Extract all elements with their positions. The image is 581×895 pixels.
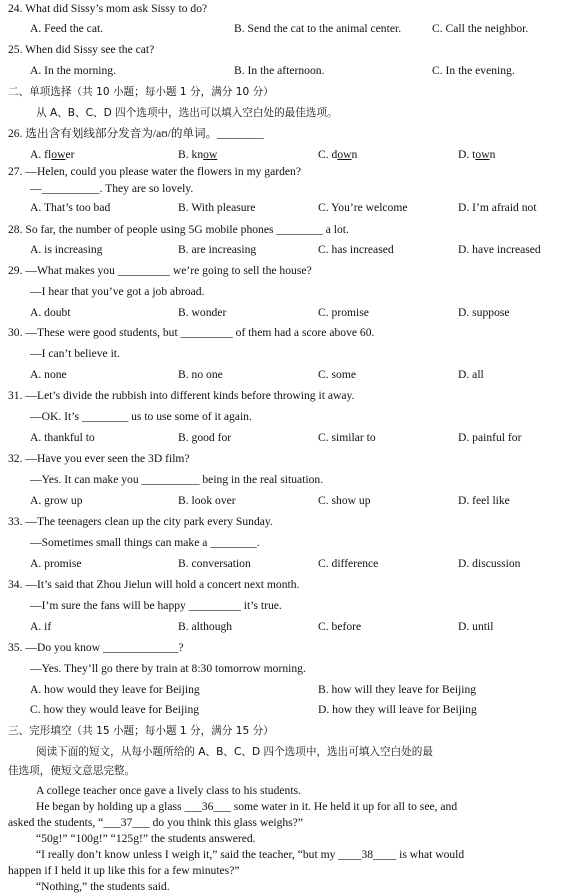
section-3-instruction-line-2: 佳选项，使短文意思完整。 <box>8 765 136 777</box>
question-35-reply: —Yes. They’ll go there by train at 8:30 tomorrow morning. <box>30 662 306 675</box>
question-33-reply: —Sometimes small things can make a ________. <box>30 536 260 549</box>
question-26-option-c: C. down <box>318 148 358 161</box>
question-30-reply: —I can’t believe it. <box>30 347 120 360</box>
question-30-option-b: B. no one <box>178 368 223 381</box>
question-32-option-c: C. show up <box>318 494 371 507</box>
question-26-stem: 26. 选出含有划线部分发音为/aʊ/的单词。________ <box>8 127 264 140</box>
question-28-option-a: A. is increasing <box>30 243 103 256</box>
question-26-option-a: A. flower <box>30 148 75 161</box>
question-26-option-d: D. town <box>458 148 496 161</box>
blank-36: ___36___ <box>184 800 231 813</box>
question-35-option-a: A. how would they leave for Beijing <box>30 683 200 696</box>
passage-line-1: A college teacher once gave a lively class to his students. <box>36 784 301 797</box>
question-30-stem: 30. —These were good students, but _________ of them had a score above 60. <box>8 326 375 339</box>
passage-line-3: asked the students, “___37___ do you think this glass weighs?” <box>8 816 303 829</box>
question-31-option-b: B. good for <box>178 431 232 444</box>
question-33-stem: 33. —The teenagers clean up the city park every Sunday. <box>8 515 273 528</box>
question-30-option-c: C. some <box>318 368 357 381</box>
question-24-option-a: A. Feed the cat. <box>30 22 104 35</box>
question-29-option-c: C. promise <box>318 306 369 319</box>
question-32-option-b: B. look over <box>178 494 236 507</box>
blank-37: ___37___ <box>103 816 150 829</box>
question-28-option-d: D. have increased <box>458 243 541 256</box>
question-30-option-d: D. all <box>458 368 484 381</box>
question-33-option-b: B. conversation <box>178 557 251 570</box>
question-35-stem: 35. —Do you know _____________? <box>8 641 184 654</box>
passage-line-6: happen if I held it up like this for a few minutes?” <box>8 864 240 877</box>
section-2-title: 二、单项选择（共 10 小题；每小题 1 分，满分 10 分） <box>8 86 274 98</box>
question-26-option-b: B. know <box>178 148 218 161</box>
passage-line-2: He began by holding up a glass ___36___ some water in it. He held it up for all to see, and <box>36 800 458 813</box>
question-33-option-d: D. discussion <box>458 557 521 570</box>
question-24-stem: 24. What did Sissy’s mom ask Sissy to do? <box>8 2 208 15</box>
question-32-option-d: D. feel like <box>458 494 510 507</box>
question-32-stem: 32. —Have you ever seen the 3D film? <box>8 452 190 465</box>
question-31-stem: 31. —Let’s divide the rubbish into different kinds before throwing it away. <box>8 389 355 402</box>
question-29-option-d: D. suppose <box>458 306 510 319</box>
question-33-option-c: C. difference <box>318 557 379 570</box>
question-32-reply: —Yes. It can make you __________ being in the real situation. <box>30 473 324 486</box>
question-27-option-d: D. I’m afraid not <box>458 201 537 214</box>
section-2-instruction: 从 A、B、C、D 四个选项中，选出可以填入空白处的最佳选项。 <box>36 107 338 119</box>
question-35-option-d: D. how they will leave for Beijing <box>318 703 477 716</box>
question-27-reply: —__________. They are so lovely. <box>30 182 194 195</box>
question-35-option-b: B. how will they leave for Beijing <box>318 683 477 696</box>
question-24-option-b: B. Send the cat to the animal center. <box>234 22 402 35</box>
question-27-option-c: C. You’re welcome <box>318 201 408 214</box>
question-29-option-b: B. wonder <box>178 306 227 319</box>
question-28-option-c: C. has increased <box>318 243 394 256</box>
question-35-option-c: C. how they would leave for Beijing <box>30 703 200 716</box>
question-34-stem: 34. —It’s said that Zhou Jielun will hold a concert next month. <box>8 578 300 591</box>
question-32-option-a: A. grow up <box>30 494 83 507</box>
question-29-option-a: A. doubt <box>30 306 71 319</box>
question-34-option-d: D. until <box>458 620 494 633</box>
question-25-option-a: A. In the morning. <box>30 64 116 77</box>
passage-line-4: “50g!” “100g!” “125g!” the students answered. <box>36 832 256 845</box>
question-28-stem: 28. So far, the number of people using 5G mobile phones ________ a lot. <box>8 223 349 236</box>
section-3-title: 三、完形填空（共 15 小题；每小题 1 分，满分 15 分） <box>8 725 274 737</box>
blank-38: ____38____ <box>338 848 397 861</box>
question-29-stem: 29. —What makes you _________ we’re going to sell the house? <box>8 264 312 277</box>
question-25-option-b: B. In the afternoon. <box>234 64 325 77</box>
question-29-reply: —I hear that you’ve got a job abroad. <box>30 285 205 298</box>
section-3-instruction-line-1: 阅读下面的短文，从每小题所给的 A、B、C、D 四个选项中，选出可填入空白处的最 <box>36 746 433 758</box>
question-25-stem: 25. When did Sissy see the cat? <box>8 43 155 56</box>
question-33-option-a: A. promise <box>30 557 82 570</box>
question-30-option-a: A. none <box>30 368 67 381</box>
question-28-option-b: B. are increasing <box>178 243 257 256</box>
question-24-option-c: C. Call the neighbor. <box>432 22 529 35</box>
question-34-option-a: A. if <box>30 620 52 633</box>
question-27-stem: 27. —Helen, could you please water the flowers in my garden? <box>8 165 301 178</box>
question-27-option-b: B. With pleasure <box>178 201 256 214</box>
question-31-option-d: D. painful for <box>458 431 522 444</box>
question-34-option-b: B. although <box>178 620 233 633</box>
question-34-option-c: C. before <box>318 620 362 633</box>
question-34-reply: —I’m sure the fans will be happy _________ it’s true. <box>30 599 282 612</box>
question-25-option-c: C. In the evening. <box>432 64 515 77</box>
passage-line-7: “Nothing,” the students said. <box>36 880 170 893</box>
question-31-option-a: A. thankful to <box>30 431 95 444</box>
question-31-reply: —OK. It’s ________ us to use some of it again. <box>30 410 252 423</box>
passage-line-5: “I really don’t know unless I weigh it,” said the teacher, “but my ____38____ is what would <box>36 848 465 861</box>
question-27-option-a: A. That’s too bad <box>30 201 111 214</box>
question-31-option-c: C. similar to <box>318 431 376 444</box>
